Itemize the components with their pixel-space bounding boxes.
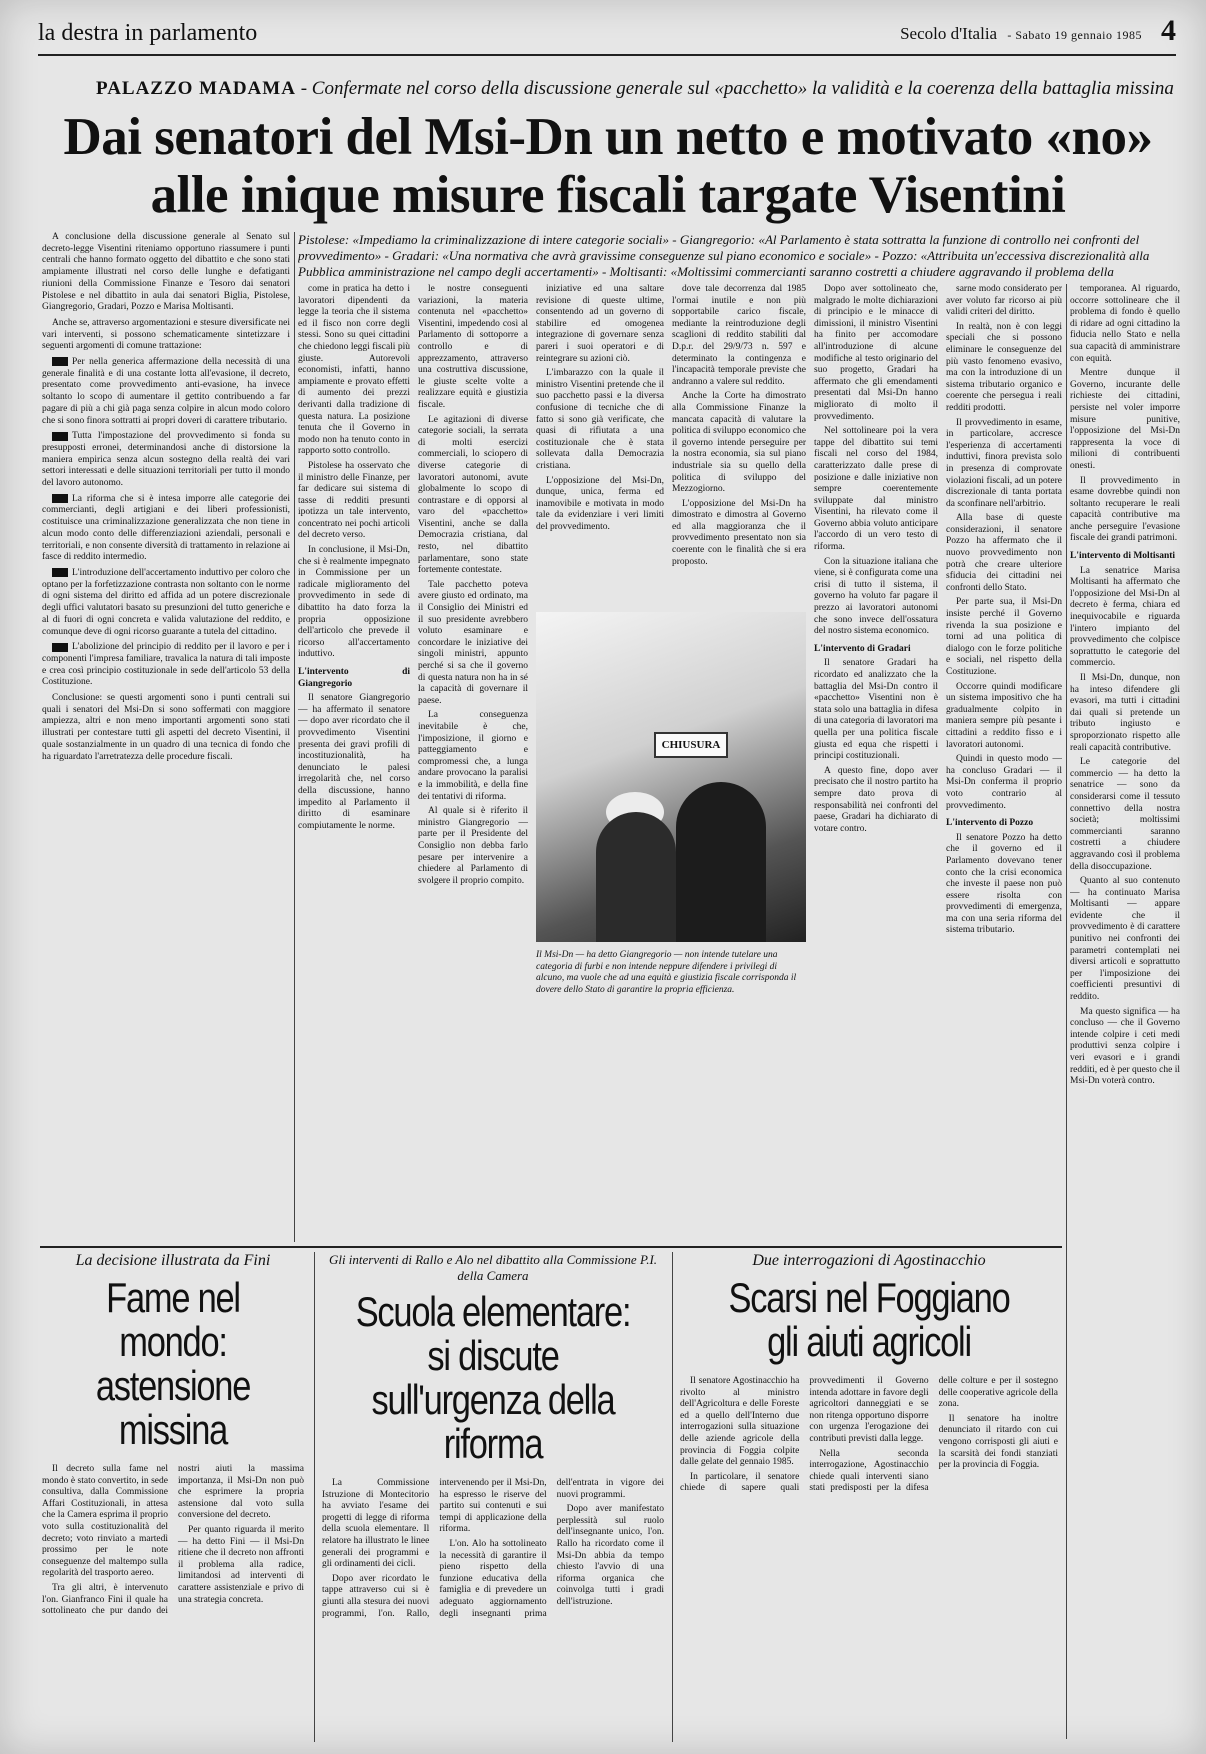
article-paragraph: Per quanto riguarda il merito — ha detto Fini — il Msi-Dn ritiene che il decreto non affronti il problema alla radice, limitandosi ad interventi di carattere assistenziale e privo di una strategia concreta. <box>178 1524 304 1605</box>
divider <box>40 1246 1062 1248</box>
column-paragraph: In conclusione, il Msi-Dn, che si è realmente impegnato in Commissione per un radicale miglioramento del provvedimento in sede di dibattito ha dato forza la propria opposizione dell'articolo che prevede il ricorso all'accertamento induttivo. <box>298 545 410 660</box>
column-paragraph: Nel sottolineare poi la vera tappe del dibattito sui temi fiscali nel corso del 1984, caratterizzato dalle prese di posizione e dalle iniziative non sempre coerentemente sviluppate dal ministro Visentini, ha rilevato come il Governo abbia voluto anticipare l'accordo di un vero testo di riforma. <box>814 426 938 553</box>
intro-paragraph: Conclusione: se questi argomenti sono i punti centrali sui quali i senatori del Msi-Dn si sono soffermati con maggiore ampiezza, altri e non meno importanti argomenti sono stati illustrati per contestare tutti gli aspetti del decreto Visentini, il quale sostanzialmente in un quadro di una tecnica di fondo che ha riguardato l'arretratezza delle procedure fiscali. <box>42 693 290 762</box>
kicker-place: PALAZZO MADAMA <box>96 78 296 99</box>
article-column <box>298 284 410 1044</box>
column-paragraph: L'opposizione del Msi-Dn, dunque, unica, ferma ed inamovibile e motivata in modo tale da evidenziare i veri limiti del provvedimento. <box>536 475 664 532</box>
column-paragraph: Dopo aver sottolineato che, malgrado le molte dichiarazioni di principio e le minacce di dimissioni, il ministro Visentini ha finito per accomodare all'introduzione di alcune modifiche al testo originario del suo progetto, Gradari ha affermato che gli emendamenti presentati dal Msi-Dn hanno migliorato di molto il provvedimento. <box>814 284 938 422</box>
column-paragraph: temporanea. Al riguardo, occorre sottolineare che il problema di fondo è quello di ridare ad ogni cittadino la fiducia nello Stato e nella sua capacità di amministrare con equità. <box>1070 284 1180 364</box>
article-title: Fame nel mondo: astensione missina <box>95 1274 251 1453</box>
column-paragraph: dove tale decorrenza dal 1985 l'ormai inutile e non più sopportabile carico fiscale, mediante la reintroduzione degli scaglioni di reddito stabiliti dal D.p.r. del 29/9/73 n. 597 e determinato la contingenza e l'incapacità temporale previste che andranno a valere sul reddito. <box>672 284 806 387</box>
article-column <box>418 284 528 1044</box>
article-column <box>946 284 1062 1244</box>
column-paragraph: Il Msi-Dn, dunque, non ha inteso difendere gli evasori, ma tutti i cittadini dai quali si pretende un tributo ingiusto e sproporzionato rispetto alle reali capacità contributive. <box>1070 673 1180 753</box>
column-paragraph: Il senatore Pozzo ha detto che il governo ed il Parlamento dovevano tener conto che la crisi economica che investe il paese non può essere risolta con provvedimenti di emergenza, ma con una seria riforma del sistema tributario. <box>946 832 1062 936</box>
article-title: Scarsi nel Foggiano gli aiuti agricoli <box>728 1274 1010 1365</box>
column-paragraph: Quindi in questo modo — ha concluso Gradari — il Msi-Dn conferma il proprio voto contrario al provvedimento. <box>946 754 1062 811</box>
column-paragraph: L'imbarazzo con la quale il ministro Visentini pretende che il suo pacchetto passi e la diversa confusione di tecniche che di fatto si sono già verificate, che quasi di rifiutata a una costituzionale che è stata sollevata dalla Democrazia cristiana. <box>536 368 664 471</box>
issue-date: - Sabato 19 gennaio 1985 <box>1007 28 1142 42</box>
photo-figure <box>676 782 766 942</box>
subheading: L'intervento di Giangregorio <box>298 667 410 689</box>
kicker <box>96 78 1174 100</box>
column-paragraph: Per parte sua, il Msi-Dn insiste perché il Governo rivenda la sua posizione e torni ad una politica di dialogo con le forze politiche e sociali, nel rispetto della Costituzione. <box>946 597 1062 677</box>
photo-caption: Il Msi-Dn — ha detto Giangregorio — non intende tutelare una categoria di furbi e non intende neppure difendere i privilegi di alcuno, ma vuole che ad una equità e giustizia fiscale corrisponda il dovere dello Stato di garantire la propria efficienza. <box>536 950 797 995</box>
intro-bullet: Tutta l'impostazione del provvedimento si fonda su presupposti erronei, determinandosi anche di distorsione la maniera empirica senza alcun sostegno della realtà dei vari settori interessati e delle situazioni territoriali per tutto il mondo del lavoro autonomo. <box>42 431 290 489</box>
sidebar-article-agriculture <box>680 1252 1058 1742</box>
article-paragraph: Dopo aver manifestato perplessità sul ruolo dell'insegnante unico, l'on. Rallo ha ricordato come il Msi-Dn abbia da tempo chiesto l'avvio di una riforma organica che coinvolga tutti i gradi dell'istruzione. <box>556 1504 664 1607</box>
paper-name: Secolo d'Italia <box>900 24 998 43</box>
column-paragraph: In realtà, non è con leggi speciali che si possono eliminare le conseguenze del più vasto fenomeno evasivo, ma con la introduzione di un sistema tributario organico e coerente che persegua i reali redditi prodotti. <box>946 321 1062 413</box>
bullet-icon <box>52 494 68 503</box>
subheading: L'intervento di Moltisanti <box>1070 551 1176 562</box>
intro-bullet: La riforma che si è intesa imporre alle categorie dei commercianti, degli artigiani e dei liberi professionisti, costituisce una criminalizzazione generalizzata che non tiene in alcun modo conto delle differenziazioni aziendali, personali e territoriali, e non consente diversità di trattamento in relazione ai fasce di reddito intermedio. <box>42 493 290 563</box>
article-body <box>322 1478 664 1620</box>
page-number: 4 <box>1161 14 1176 47</box>
intro-bullet: L'abolizione del principio di reddito per il lavoro e per i componenti l'impresa familiare, travalica la natura di tali imposte e crea così principio costituzionale in sede dell'articolo 53 della Costituzione. <box>42 642 290 688</box>
section-title: la destra in parlamento <box>38 20 258 46</box>
intro-paragraph: A conclusione della discussione generale al Senato sul decreto-legge Visentini riteniamo opportuno riassumere i punti centrali che hanno formato oggetto del dibattito e che sono stati ampiamente illustrati nel corso delle lunghe e defatiganti riunioni della Commissione Finanze e Tesoro dai senatori Pistolese e nel dibattito in aula dai senatori Biglia, Pistolese, Giangregorio, Gradari, Pozzo e Marisa Moltisanti. <box>42 232 290 313</box>
column-paragraph: Occorre quindi modificare un sistema impositivo che ha gradualmente colpito in maniera sempre più pesante i cittadini a reddito fisso e i lavoratori autonomi. <box>946 681 1062 750</box>
column-paragraph: A questo fine, dopo aver precisato che il nostro partito ha sempre dato prova di responsabilità nei confronti del paese, Gradari ha dichiarato di votare contro. <box>814 765 938 834</box>
intro-bullet: L'introduzione dell'accertamento induttivo per coloro che optano per la forfetizzazione contrasta non soltanto con le norme di ogni sistema del diritto ed affida ad un potere discrezionale degli uffici valutatori basato su presunzioni del tutto generiche e al di fuori di ogni concreta e valida valutazione del reddito, e comunque deve di ogni ricorso guarante a tutela del cittadino. <box>42 567 290 637</box>
article-column <box>1070 284 1180 1739</box>
news-photo <box>536 612 806 942</box>
column-paragraph: Il senatore Gradari ha ricordato ed analizzato che la battaglia del Msi-Dn contro il «pacchetto» Visentini non è stata solo una battaglia in difesa di una categoria di lavoratori ma quella per una politica fiscale giusta ed equa che rispetti i principi costituzionali. <box>814 658 938 762</box>
article-label: La decisione illustrata da Fini <box>75 1252 271 1269</box>
headline-line-2: alle inique misure fiscali targate Visentini <box>150 166 1066 224</box>
article-paragraph: In particolare, il senatore chiede di sapere quali provvedimenti il Governo intenda adottare in favore degli agricoltori danneggiati e se non ritenga opportuno disporre con urgenza l'erogazione dei contributi previsti dalla legge. <box>680 1376 929 1494</box>
main-headline <box>40 108 1176 224</box>
running-header <box>38 14 1176 56</box>
column-paragraph: Tale pacchetto poteva avere giusto ed ordinato, ma il Consiglio dei Ministri ed il suo presidente avrebbero voluto esaminare e concordare le iniziative dei singoli ministri, appunto perché si sa che il governo di questa natura non ha in sé la capacità di governare il paese. <box>418 579 528 706</box>
article-paragraph: L'on. Alo ha sottolineato la necessità di garantire il pieno rispetto della funzione educativa della famiglia e di prevedere un adeguato aggiornamento degli insegnanti prima dell'entrata in vigore dei nuovi programmi. <box>439 1478 664 1619</box>
column-paragraph: sarne modo considerato per aver voluto far ricorso ai più validi criteri del diritto. <box>946 284 1062 318</box>
column-paragraph: Anche la Corte ha dimostrato alla Commissione Finanze la mancata capacità di valutare la politica di sviluppo economico che il governo intende perseguire per la nostra economia, sia sul piano industriale sia su quello della politica di sviluppo del Mezzogiorno. <box>672 391 806 495</box>
column-divider <box>672 1252 673 1742</box>
article-body <box>680 1376 1058 1495</box>
column-divider <box>1066 284 1067 1739</box>
article-paragraph: Dopo aver ricordato le tappe attraverso cui si è giunti alla stesura dei nuovi programmi, l'on. Rallo, intervenendo per il Msi-Dn, ha espresso le riserve del partito sui contenuti e sui tempi di applicazione della riforma. <box>322 1478 547 1619</box>
column-paragraph: La senatrice Marisa Moltisanti ha affermato che l'opposizione del Msi-Dn al decreto è ferma, chiara ed inequivocabile e riguarda l'intero impianto del provvedimento che colpisce soprattutto le categorie del commercio. <box>1070 565 1180 669</box>
column-paragraph: L'opposizione del Msi-Dn ha dimostrato e dimostra al Governo ed alla maggioranza che il provvedimento presentato non sia coerente con le finalità che si era proposto. <box>672 498 806 567</box>
column-paragraph: come in pratica ha detto i lavoratori dipendenti da legge la teoria che il sistema ed il fisco non corre degli stessi. Sono su quei cittadini che chiedono leggi fiscali più giuste. Autorevoli economisti, infatti, hanno ampiamente e provato effetti di aumento dei prezzi derivanti dalla tradizione di questa natura. La posizione tenuta che il Governo in modo non ha tenuto conto in rapporto sotto controllo. <box>298 284 410 457</box>
article-body <box>42 1464 304 1618</box>
bullet-icon <box>52 568 68 577</box>
shop-sign: CHIUSURA <box>654 732 728 758</box>
column-divider <box>294 232 295 1242</box>
intro-column <box>42 232 290 1047</box>
bullet-icon <box>52 643 68 652</box>
deck-summary: Pistolese: «Impediamo la criminalizzazione di intere categorie sociali» - Giangregorio: «Al Parlamento è stata sottratta la funzione di controllo nei confronti del provvedimento» - Gradari: «Una normativa che avrà gravissime conseguenze sul piano economico e sociale» - Pozzo: «Attribuita un'eccessiva discrezionalità alla Pubblica amministrazione nel campo degli accertamenti» - Moltisanti: «Moltissimi commercianti saranno costretti a chiudere aggravando il problema della <box>298 232 1150 279</box>
intro-paragraph: Anche se, attraverso argomentazioni e stesure diversificate nei vari interventi, si possono schematicamente sintetizzare i seguenti argomenti di comune trattazione: <box>42 317 290 352</box>
article-paragraph: Il senatore Agostinacchio ha rivolto al ministro dell'Agricoltura e delle Foreste ed a quello dell'Interno due interrogazioni sulla situazione delle aziende agricole della provincia di Foggia colpite dalle gelate del gennaio 1985. <box>680 1376 800 1468</box>
sidebar-article-school <box>322 1252 664 1742</box>
subheading: L'intervento di Gradari <box>814 643 911 654</box>
column-paragraph: La conseguenza inevitabile è che, l'imposizione, il giorno e patteggiamento e compromessi che, a lunga andare provocano la paralisi e la immobilità, e della fine dei tentativi di riforma. <box>418 710 528 802</box>
article-paragraph: Nella seconda interrogazione, Agostinacchio chiede quali interventi siano stati predisposti per la difesa delle colture e per il sostegno delle cooperative agricole della zona. <box>809 1376 1058 1494</box>
column-paragraph: iniziative ed una saltare revisione di queste ultime, consentendo ad un governo di stabilire ed omogenea integrazione di governare senza pareri i suoi operatori e di reintegrare su azioni ciò. <box>536 284 664 364</box>
sidebar-article-hunger <box>42 1252 304 1742</box>
article-title: Scuola elementare: si discute sull'urgenza della riforma <box>355 1288 631 1467</box>
column-divider <box>314 1252 315 1742</box>
article-column <box>814 284 938 1244</box>
bullet-icon <box>52 357 68 366</box>
article-label: Due interrogazioni di Agostinacchio <box>752 1252 986 1269</box>
column-paragraph: Quanto al suo contenuto — ha continuato Marisa Moltisanti — appare evidente che il provvedimento è di carattere punitivo nei confronti dei parametri contemplati nei diversi articoli e soprattutto per l'imposizione dei coefficienti presuntivi di reddito. <box>1070 876 1180 1003</box>
photo-figure <box>596 812 676 942</box>
column-paragraph: Il senatore Giangregorio — ha affermato il senatore — dopo aver ricordato che il provvedimento Visentini presenta dei gravi profili di incostituzionalità, ha denunciato le palesi irregolarità che, nel corso della discussione, hanno impedito al Parlamento il diritto di esaminare compiutamente le norme. <box>298 693 410 831</box>
headline-line-1: Dai senatori del Msi-Dn un netto e motivato «no» <box>63 108 1153 166</box>
column-paragraph: Il provvedimento in esame, in particolare, accresce l'esperienza di accertamenti induttivi, finora prevista solo in presenza di comprovate violazioni fiscali, ad un potere discrezionale di tanta portata da sconfinare nell'arbitrio. <box>946 417 1062 509</box>
article-column <box>536 284 664 604</box>
column-paragraph: Il provvedimento in esame dovrebbe quindi non soltanto recuperare le reali capacità contributive ma anche perseguire l'evasione fiscale dei grandi patrimoni. <box>1070 475 1180 544</box>
article-paragraph: La Commissione Istruzione di Montecitorio ha avviato l'esame dei progetti di legge di riforma della scuola elementare. Il relatore ha illustrato le linee generali dei programmi e gli ordinamenti dei cicli. <box>322 1478 430 1570</box>
column-paragraph: le nostre conseguenti variazioni, la materia contenuta nel «pacchetto» Visentini, impedendo così al Parlamento di sottoporre a controllo e di apprezzamento, attraverso una costruttiva discussione, le giuste scelte volte a realizzare equità e giustizia fiscale. <box>418 284 528 410</box>
intro-bullet: Per nella generica affermazione della necessità di una generale finalità e di una costante lotta all'evasione, il decreto, presentato come provvedimento anti-evasione, ha invece soltanto lo scopo di aumentare il gettito contribuendo a far pagare di più a chi già paga senza colpire in alcun modo coloro che si sono finora sottratti ai propri doveri di carattere tributario. <box>42 357 290 426</box>
kicker-text: - Confermate nel corso della discussione generale sul «pacchetto» la validità e la coerenza della battaglia missina <box>295 78 1174 99</box>
column-paragraph: Alla base di queste considerazioni, il senatore Pozzo ha affermato che il nuovo provvedimento non potrà che creare ulteriore sfiducia dei cittadini nei confronti dello Stato. <box>946 513 1062 593</box>
column-paragraph: Ma questo significa — ha concluso — che il Governo intende colpire i ceti medi produttivi senza colpire i veri evasori e i grandi redditi, ed è per questo che il Msi-Dn voterà contro. <box>1070 1006 1180 1087</box>
subheading: L'intervento di Pozzo <box>946 818 1034 829</box>
masthead-info <box>900 24 1142 44</box>
article-label: Gli interventi di Rallo e Alo nel dibattito alla Commissione P.I. della Camera <box>328 1252 658 1283</box>
column-paragraph: Al quale si è riferito il ministro Giangregorio — parte per il Presidente del Consiglio non debba farlo pesare per intervenire a chiedere al Parlamento di svolgere il proprio compito. <box>418 806 528 886</box>
column-paragraph: Pistolese ha osservato che il ministro delle Finanze, per far dedicare sui sistema di tasse di redditi presunti ipotizza un tale intervento, concentrato nei pochi articoli del decreto verso. <box>298 460 410 541</box>
article-paragraph: Il decreto sulla fame nel mondo è stato convertito, in sede consultiva, dalla Commissione Affari Costituzionali, in attesa che la Camera esprima il proprio voto sulla costituzionalità del decreto; voto rinviato a martedì prossimo per le note conseguenze del maltempo sulla regolarità del trasporto aereo. <box>42 1464 168 1579</box>
article-paragraph: Tra gli altri, è intervenuto l'on. Gianfranco Fini il quale ha sottolineato che pur dando dei nostri aiuti la massima importanza, il Msi-Dn non può che esprimere la propria astensione dal voto sulla conversione del decreto. <box>42 1464 304 1617</box>
column-paragraph: Mentre dunque il Governo, incurante delle richieste dei cittadini, persiste nel voler imporre misure punitive, l'opposizione del Msi-Dn rappresenta la voce di milioni di contribuenti onesti. <box>1070 368 1180 471</box>
article-paragraph: Il senatore ha inoltre denunciato il ritardo con cui vengono corrisposti gli aiuti e la scarsità dei fondi stanziati per la provincia di Foggia. <box>938 1413 1058 1471</box>
column-paragraph: Le agitazioni di diverse categorie sociali, la serrata di molti esercizi commerciali, lo sciopero di diverse categorie di lavoratori autonomi, avute globalmente lo scopo di contrastare e di opporsi al varo del «pacchetto» Visentini, anche se dalla Democrazia cristiana, dal resto, nel dibattito parlamentare, sono state fortemente contestate. <box>418 414 528 576</box>
article-column <box>672 284 806 604</box>
column-paragraph: Con la situazione italiana che viene, si è configurata come una crisi di tutto il sistema, il governo ha voluto far pagare il prezzo ai lavoratori autonomi che sono invece dell'ossatura del nostro sistema economico. <box>814 556 938 637</box>
bullet-icon <box>52 432 68 441</box>
column-paragraph: Le categorie del commercio — ha detto la senatrice — sono da considerarsi come il tessuto connettivo della nostra società; moltissimi commercianti saranno costretti a chiudere aggravando così il problema della disoccupazione. <box>1070 757 1180 872</box>
